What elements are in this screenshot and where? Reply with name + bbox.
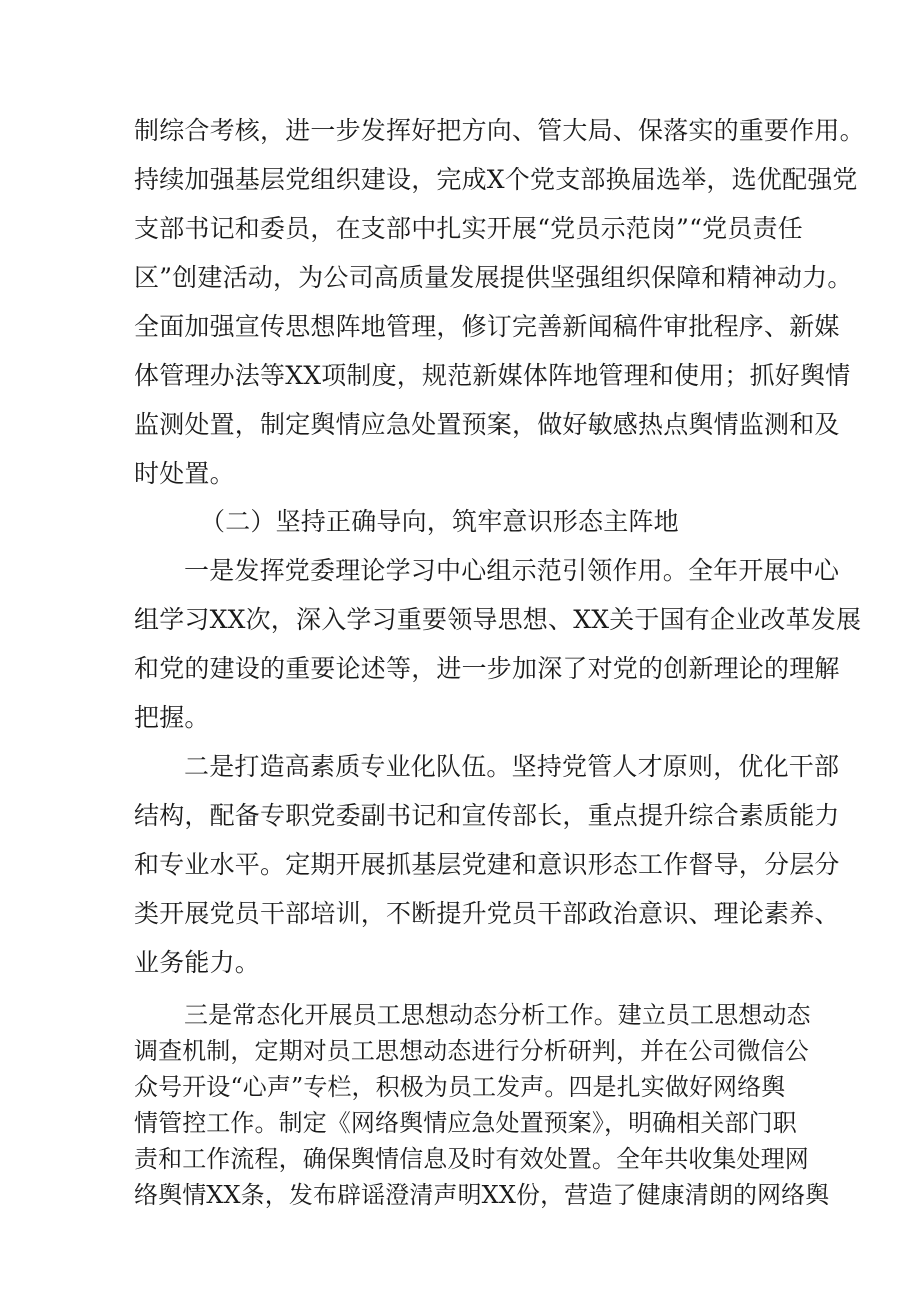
paragraph-first-line: 一是发挥党委理论学习中心组示范引领作用。全年开展中心 <box>184 556 840 585</box>
paragraph-first-line: 三是常态化开展员工思想动态分析工作。建立员工思想动态 <box>184 1001 811 1029</box>
text-line: 众号开设“心声”专栏，积极为员工发声。四是扎实做好网络舆 <box>134 1073 786 1101</box>
text-line: 责和工作流程，确保舆情信息及时有效处置。全年共收集处理网 <box>134 1145 809 1173</box>
text-line: 结构，配备专职党委副书记和宣传部长，重点提升综合素质能力 <box>134 801 840 830</box>
text-line: 把握。 <box>134 703 210 732</box>
text-line: 组学习XX次，深入学习重要领导思想、XX关于国有企业改革发展 <box>134 605 862 634</box>
text-line: 制综合考核，进一步发挥好把方向、管大局、保落实的重要作用。 <box>134 116 865 145</box>
paragraph-first-line: 二是打造高素质专业化队伍。坚持党管人才原则，优化干部 <box>184 752 840 781</box>
text-line: 时处置。 <box>134 459 235 488</box>
section-heading: （二）坚持正确导向，筑牢意识形态主阵地 <box>200 507 679 536</box>
text-line: 和党的建设的重要论述等，进一步加深了对党的创新理论的理解 <box>134 654 840 683</box>
text-line: 和专业水平。定期开展抓基层党建和意识形态工作督导，分层分 <box>134 850 840 879</box>
text-line: 体管理办法等XX项制度，规范新媒体阵地管理和使用；抓好舆情 <box>134 361 851 390</box>
text-line: 情管控工作。制定《网络舆情应急处置预案》，明确相关部门职 <box>134 1109 797 1137</box>
text-line: 全面加强宣传思想阵地管理，修订完善新闻稿件审批程序、新媒 <box>134 312 840 341</box>
text-line: 监测处置，制定舆情应急处置预案，做好敏感热点舆情监测和及 <box>134 410 840 439</box>
text-line: 支部书记和委员，在支部中扎实开展“党员示范岗”“党员责任 <box>134 214 803 243</box>
text-line: 业务能力。 <box>134 948 261 977</box>
text-line: 调查机制，定期对员工思想动态进行分析研判，并在公司微信公 <box>134 1037 809 1065</box>
text-line: 持续加强基层党组织建设，完成X个党支部换届选举，选优配强党 <box>134 165 858 194</box>
text-line: 区”创建活动，为公司高质量发展提供坚强组织保障和精神动力。 <box>134 263 853 292</box>
text-line: 络舆情XX条，发布辟谣澄清声明XX份，营造了健康清朗的网络舆 <box>134 1181 830 1209</box>
text-line: 类开展党员干部培训，不断提升党员干部政治意识、理论素养、 <box>134 899 840 928</box>
